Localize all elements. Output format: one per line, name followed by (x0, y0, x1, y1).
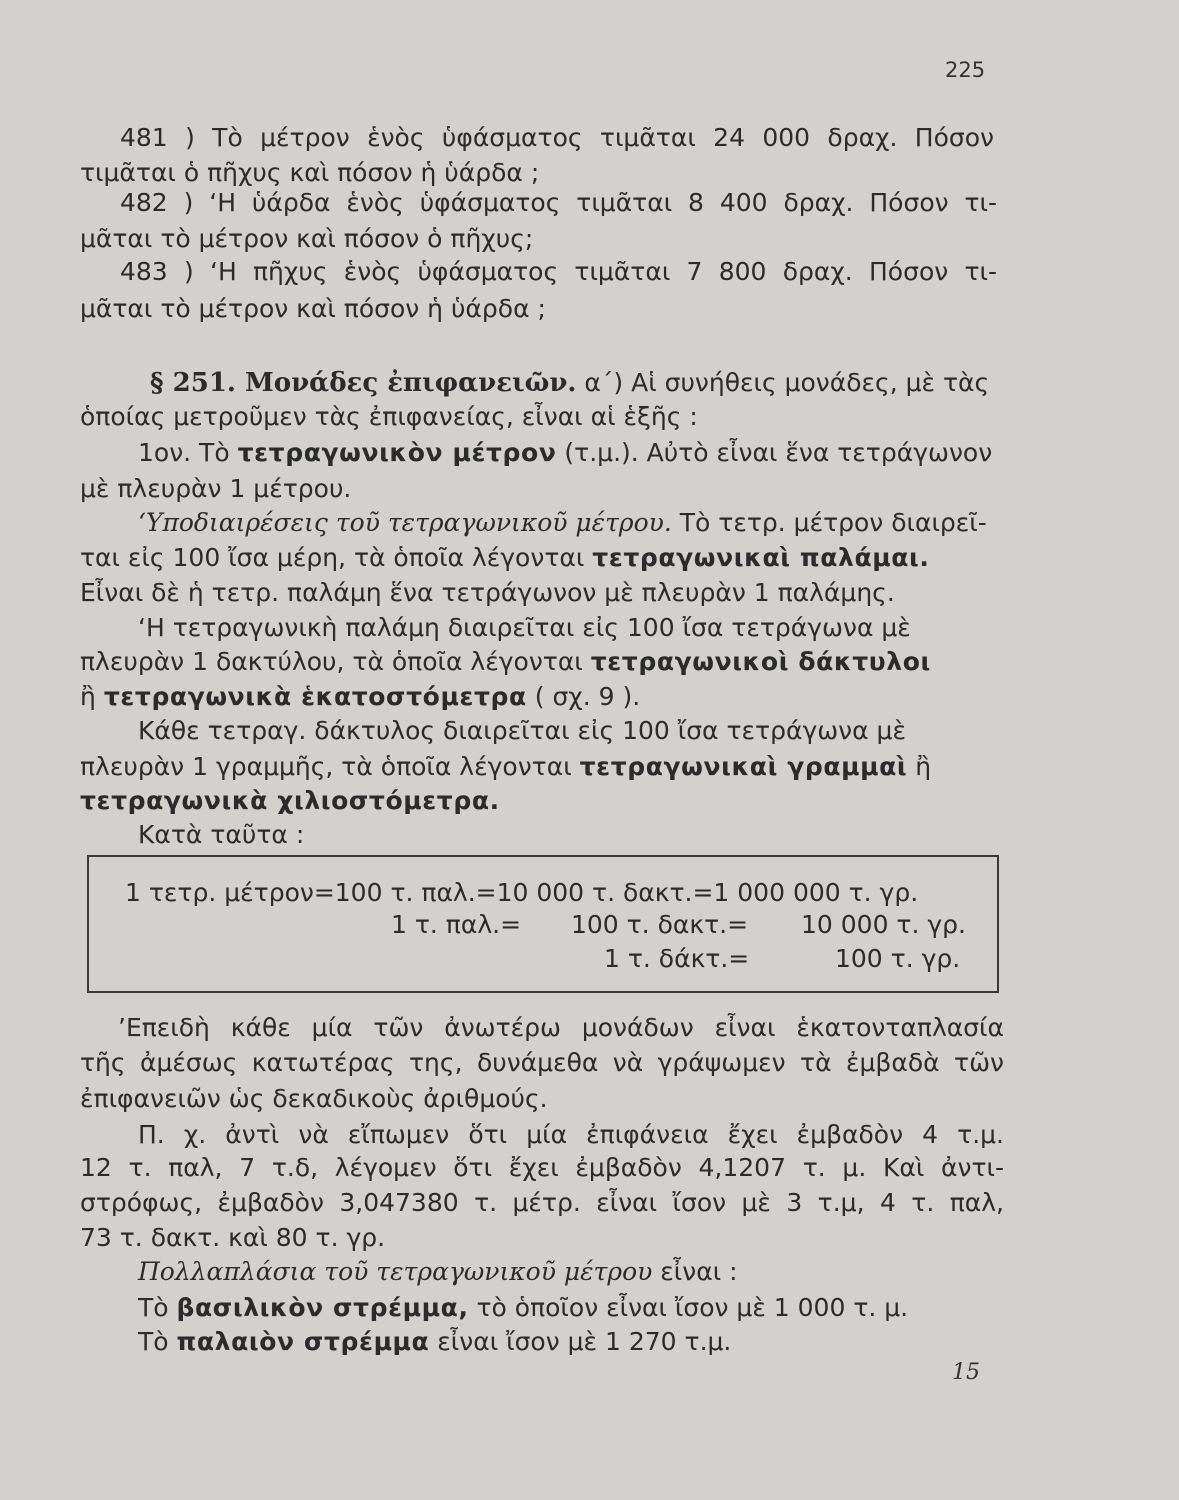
term-square-millimeters: τετραγωνικὰ χιλιοστόμετρα. (80, 786, 500, 815)
after-para-line1: ’Επειδὴ κάθε μία τῶν ἀνωτέρω μονάδων εἶναι ἑκατονταπλασία (118, 1013, 1004, 1042)
subdivisions-line3: Εἶναι δὲ ἡ τετρ. παλάμη ἕνα τετράγωνον μὲ πλευρὰν 1 παλάμης. (80, 578, 895, 607)
section-heading-line (150, 366, 1179, 400)
page-number: 225 (945, 58, 986, 82)
palm-para-or: ἢ (80, 682, 96, 711)
royal-stremma-prefix: Τὸ (138, 1293, 169, 1322)
item1-prefix: 1ον. Τὸ (138, 438, 230, 467)
example-line4: 73 τ. δακτ. καὶ 80 τ. γρ. (80, 1223, 386, 1252)
palm-para-line2-text: πλευρὰν 1 δακτύλου, τὰ ὁποῖα λέγονται (80, 647, 583, 676)
accordingly-label: Κατὰ ταῦτα : (138, 820, 305, 849)
old-stremma-prefix: Τὸ (138, 1327, 169, 1356)
subdivisions-heading: ‘Υποδιαιρέσεις τοῦ τετραγωνικοῦ μέτρου. (138, 508, 672, 537)
example-line1: Π. χ. ἀντὶ νὰ εἴπωμεν ὅτι μία ἐπιφάνεια ἔχει ἐμβαδὸν 4 τ.μ. (138, 1120, 1004, 1149)
term-old-stremma: παλαιὸν στρέμμα (176, 1327, 430, 1356)
multiples-line (138, 1255, 1179, 1289)
item1-line (138, 436, 1179, 470)
palm-para-line3 (80, 680, 1179, 714)
conversion-row-1: 1 τετρ. μέτρον=100 τ. παλ.=10 000 τ. δακτ.=1 000 000 τ. γρ. (125, 878, 919, 907)
subdivisions-line2-text: ται εἰς 100 ἴσα μέρη, τὰ ὁποῖα λέγονται (80, 543, 585, 572)
item1-text: (τ.μ.). Αὐτὸ εἶναι ἕνα τετράγωνον (564, 438, 993, 467)
section-intro-line2: ὁποίας μετροῦμεν τὰς ἐπιφανείας, εἶναι αἱ ἑξῆς : (80, 402, 698, 431)
term-royal-stremma: βασιλικὸν στρέμμα, (176, 1293, 469, 1322)
signature-mark: 15 (952, 1360, 980, 1385)
multiples-heading: Πολλαπλάσια τοῦ τετραγωνικοῦ μέτρου (138, 1257, 653, 1286)
subdivisions-line (138, 506, 1179, 540)
item1-term: τετραγωνικὸν μέτρον (237, 438, 557, 467)
conversion-row-2-a: 1 τ. παλ.= (391, 910, 522, 939)
conversion-row-2-b: 100 τ. δακτ.= (571, 910, 749, 939)
conversion-row-3-a: 1 τ. δάκτ.= (604, 944, 750, 973)
palm-para-line1: ‘Η τετραγωνικὴ παλάμη διαιρεῖται εἰς 100 ἴσα τετράγωνα μὲ (138, 613, 911, 642)
royal-stremma-line (138, 1291, 1179, 1325)
conversion-table (87, 855, 999, 993)
conversion-row-2-c: 10 000 τ. γρ. (801, 910, 966, 939)
finger-para-or: ἢ (915, 752, 932, 781)
old-stremma-line (138, 1325, 1179, 1359)
subdivisions-text: Τὸ τετρ. μέτρον διαιρεῖ- (679, 508, 987, 537)
finger-para-line2-text: πλευρὰν 1 γραμμῆς, τὰ ὁποῖα λέγονται (80, 752, 572, 781)
figure-reference: ( σχ. 9 ). (534, 682, 641, 711)
old-stremma-text: εἶναι ἴσον μὲ 1 270 τ.μ. (437, 1327, 732, 1356)
term-square-lines: τετραγωνικαὶ γραμμαὶ (579, 752, 908, 781)
example-line3: στρόφως, ἐμβαδὸν 3,047380 τ. μέτρ. εἶναι ἴσον μὲ 3 τ.μ, 4 τ. παλ, (80, 1188, 1004, 1217)
multiples-text: εἶναι : (660, 1257, 738, 1286)
problem-482-line1: 482 ) ‘Η ὑάρδα ἑνὸς ὑφάσματος τιμᾶται 8 400 δραχ. Πόσον τι- (120, 188, 997, 217)
problem-481-line1: 481 ) Τὸ μέτρον ἑνὸς ὑφάσματος τιμᾶται 24 000 δραχ. Πόσον (120, 123, 994, 152)
problem-483-line1: 483 ) ‘Η πῆχυς ἑνὸς ὑφάσματος τιμᾶται 7 800 δραχ. Πόσον τι- (120, 257, 997, 286)
term-square-centimeters: τετραγωνικὰ ἑκατοστόμετρα (103, 682, 527, 711)
item1-line2: μὲ πλευρὰν 1 μέτρου. (80, 474, 352, 503)
problem-483-line2: μᾶται τὸ μέτρον καὶ πόσον ἡ ὑάρδα ; (80, 294, 546, 323)
royal-stremma-text: τὸ ὁποῖον εἶναι ἴσον μὲ 1 000 τ. μ. (476, 1293, 909, 1322)
finger-para-line1: Κάθε τετραγ. δάκτυλος διαιρεῖται εἰς 100 ἴσα τετράγωνα μὲ (138, 716, 906, 745)
conversion-row-3-b: 100 τ. γρ. (835, 944, 961, 973)
subdivisions-line2 (80, 541, 1179, 575)
after-para-line2: τῆς ἀμέσως κατωτέρας της, δυνάμεθα νὰ γράψωμεν τὰ ἐμβαδὰ τῶν (80, 1048, 1004, 1077)
term-square-fingers: τετραγωνικοὶ δάκτυλοι (590, 647, 931, 676)
section-heading: § 251. Μονάδες ἐπιφανειῶν. (150, 368, 577, 398)
after-para-line3: ἐπιφανειῶν ὡς δεκαδικοὺς ἀριθμούς. (80, 1084, 548, 1113)
palm-para-line2 (80, 645, 1179, 679)
term-square-palms: τετραγωνικαὶ παλάμαι. (592, 543, 930, 572)
finger-para-line2 (80, 750, 1179, 784)
section-intro: α΄) Αἱ συνήθεις μονάδες, μὲ τὰς (584, 368, 990, 397)
example-line2: 12 τ. παλ, 7 τ.δ, λέγομεν ὅτι ἔχει ἐμβαδὸν 4,1207 τ. μ. Καὶ ἀντι- (80, 1153, 1004, 1182)
problem-481-line2: τιμᾶται ὁ πῆχυς καὶ πόσον ἡ ὑάρδα ; (80, 158, 540, 187)
problem-482-line2: μᾶται τὸ μέτρον καὶ πόσον ὁ πῆχυς; (80, 224, 534, 253)
